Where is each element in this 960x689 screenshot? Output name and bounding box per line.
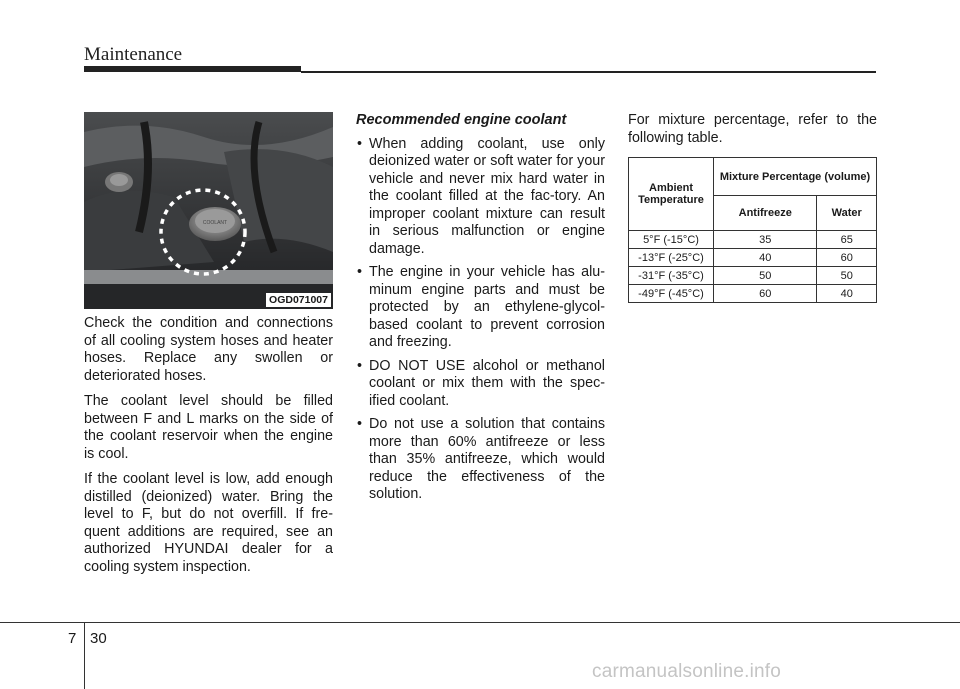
table-intro: For mixture percentage, refer to the following table.	[628, 112, 877, 146]
paragraph-low-coolant: If the coolant level is low, add enough distilled (deionized) water. Bring the level to F, but do not overfill. If fre-quent additions are required, see an authorized HYUNDAI dealer for a cooling system inspection.	[84, 471, 333, 575]
bullet-text: DO NOT USE alcohol or methanol coolant or mix them with the spec-ified coolant.	[369, 357, 605, 409]
header-water: Water	[817, 196, 877, 231]
header-rule-thin	[301, 71, 876, 73]
column-3	[628, 112, 877, 155]
header-antifreeze: Antifreeze	[714, 196, 817, 231]
cell-temperature: -31°F (-35°C)	[629, 267, 714, 285]
cell-temperature: 5°F (-15°C)	[629, 231, 714, 249]
bullet-glyph: •	[357, 264, 363, 280]
header-rule-thick	[84, 66, 301, 72]
list-item	[356, 136, 605, 259]
bullet-text: The engine in your vehicle has alu-minum engine parts and must be protected by an ethylene-glycol-based coolant to prevent corrosion and freezing.	[369, 264, 605, 350]
cell-temperature: -49°F (-45°C)	[629, 285, 714, 303]
table-row	[629, 249, 877, 267]
cell-antifreeze: 60	[714, 285, 817, 303]
bullet-text: Do not use a solution that contains more than 60% antifreeze or less than 35% antifreeze, which would reduce the effectiveness of the solution.	[369, 416, 605, 502]
page-number: 30	[90, 630, 107, 647]
list-item	[356, 358, 605, 411]
bullet-text: When adding coolant, use only deionized water or soft water for your vehicle and never mix hard water in the coolant filled at the fac-tory. An improper coolant mixture can result in serious malfunction or engine damage.	[369, 135, 605, 257]
svg-text:COOLANT: COOLANT	[202, 220, 228, 226]
cell-temperature: -13°F (-25°C)	[629, 249, 714, 267]
cell-water: 50	[817, 267, 877, 285]
section-heading: Recommended engine coolant	[356, 112, 567, 128]
column-1	[84, 315, 333, 584]
watermark-text: carmanualsonline.info	[592, 661, 782, 682]
chapter-number: 7	[68, 630, 77, 647]
table-row	[629, 267, 877, 285]
engine-bay-photo	[84, 112, 333, 309]
table-row	[629, 231, 877, 249]
cell-antifreeze: 35	[714, 231, 817, 249]
bullet-glyph: •	[357, 135, 363, 152]
engine-bay-illustration	[84, 112, 333, 309]
footer-rule-horizontal	[0, 622, 960, 623]
header-mixture-percentage: Mixture Percentage (volume)	[714, 158, 877, 196]
column-2	[356, 112, 605, 510]
coolant-mixture-table	[628, 157, 877, 303]
paragraph-hose-check: Check the condition and connections of all cooling system hoses and heater hoses. Replace any swollen or deteriorated hoses.	[84, 315, 333, 384]
list-item	[356, 416, 605, 504]
header-ambient-temperature: Ambient Temperature	[629, 158, 714, 231]
cell-water: 40	[817, 285, 877, 303]
page-header-title: Maintenance	[84, 44, 183, 65]
cell-antifreeze: 50	[714, 267, 817, 285]
bullet-glyph: •	[357, 357, 363, 374]
cell-water: 60	[817, 249, 877, 267]
table-row	[629, 285, 877, 303]
coolant-bullet-list	[356, 136, 605, 504]
list-item	[356, 264, 605, 352]
figure-code-label: OGD071007	[266, 293, 331, 307]
footer-rule-vertical	[84, 622, 85, 689]
bullet-glyph: •	[357, 416, 363, 432]
paragraph-coolant-level: The coolant level should be filled between F and L marks on the side of the coolant reservoir when the engine is cool.	[84, 393, 333, 462]
cell-water: 65	[817, 231, 877, 249]
cell-antifreeze: 40	[714, 249, 817, 267]
